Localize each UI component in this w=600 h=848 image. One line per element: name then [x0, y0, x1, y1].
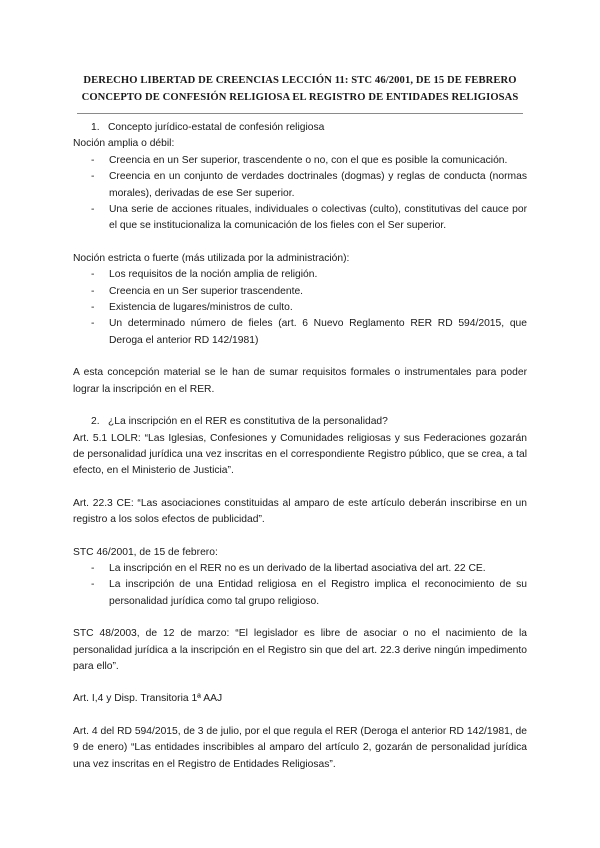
broad-item [73, 202, 527, 235]
dash-bullet: - [91, 204, 95, 216]
strict-item-text: Un determinado número de fieles (art. 6 Nuevo Reglamento RER RD 594/2015, que Deroga el anterior RD 142/1981) [109, 318, 527, 346]
stc-46-item-text: La inscripción en el RER no es un derivado de la libertad asociativa del art. 22 CE. [109, 562, 486, 574]
strict-item [73, 284, 527, 300]
section-2-heading-text: ¿La inscripción en el RER es constitutiva de la personalidad? [108, 416, 388, 428]
section-1-heading [73, 120, 527, 136]
art-22-3-ce: Art. 22.3 CE: “Las asociaciones constituidas al amparo de este artículo deberán inscribirse en un registro a los solos efectos de publicidad”. [73, 497, 527, 526]
section-2-number: 2. [91, 416, 100, 428]
broad-item [73, 169, 527, 202]
art-5-1-lolr: Art. 5.1 LOLR: “Las Iglesias, Confesiones y Comunidades religiosas y sus Federaciones gozarán de personalidad jurídica una vez inscritas en el correspondiente Registro público, que se crea, a tal efecto, en el Ministerio de Justicia”. [73, 432, 527, 477]
section-1-conclusion: A esta concepción material se le han de sumar requisitos formales o instrumentales para poder lograr la inscripción en el RER. [73, 367, 527, 395]
strict-item [73, 316, 527, 349]
broad-item-text: Creencia en un conjunto de verdades doctrinales (dogmas) y reglas de conducta (normas morales), derivadas de ese Ser superior. [109, 171, 527, 199]
broad-item-text: Creencia en un Ser superior, trascendente o no, con el que es posible la comunicación. [109, 154, 508, 166]
stc-46-item [73, 577, 527, 610]
document-body [73, 120, 527, 773]
strict-item-text: Existencia de lugares/ministros de culto. [109, 302, 293, 314]
title-divider [77, 113, 523, 114]
dash-bullet: - [91, 269, 95, 281]
document-title [60, 72, 540, 106]
dash-bullet: - [91, 171, 95, 183]
dash-bullet: - [91, 302, 95, 314]
stc-46-item-text: La inscripción de una Entidad religiosa en el Registro implica el reconocimiento de su personalidad jurídica como tal grupo religioso. [109, 579, 527, 607]
art-i-4-aaj: Art. I,4 y Disp. Transitoria 1ª AAJ [73, 693, 223, 705]
dash-bullet: - [91, 318, 95, 330]
title-line-2: CONCEPTO DE CONFESIÓN RELIGIOSA EL REGISTRO DE ENTIDADES RELIGIOSAS [81, 92, 519, 103]
art-4-rd-594-2015: Art. 4 del RD 594/2015, de 3 de julio, por el que regula el RER (Deroga el anterior RD 142/1981, de 9 de enero) “Las entidades inscribibles al amparo del artículo 2, gozarán de personalidad jurídica una vez inscritas en el Registro de Entidades Religiosas”. [73, 725, 527, 770]
stc-46-2001-label: STC 46/2001, de 15 de febrero: [73, 546, 218, 558]
broad-item [73, 153, 527, 169]
dash-bullet: - [91, 285, 95, 297]
broad-notion-label: Noción amplia o débil: [73, 138, 175, 150]
strict-item-text: Creencia en un Ser superior trascendente. [109, 285, 304, 297]
dash-bullet: - [91, 154, 95, 166]
section-1-heading-text: Concepto jurídico-estatal de confesión religiosa [108, 122, 325, 133]
strict-notion-label: Noción estricta o fuerte (más utilizada por la administración): [73, 252, 350, 264]
strict-item [73, 267, 527, 283]
dash-bullet: - [91, 579, 95, 591]
title-line-1: DERECHO LIBERTAD DE CREENCIAS LECCIÓN 11: STC 46/2001, DE 15 DE FEBRERO [83, 75, 517, 86]
section-2-heading [73, 414, 527, 430]
dash-bullet: - [91, 562, 95, 574]
strict-item [73, 300, 527, 316]
section-1-number: 1. [91, 122, 100, 133]
strict-item-text: Los requisitos de la noción amplia de religión. [109, 269, 318, 281]
stc-46-item [73, 561, 527, 577]
broad-item-text: Una serie de acciones rituales, individuales o colectivas (culto), constitutivas del cauce por el que se institucionaliza la comunicación de los fieles con el Ser superior. [109, 204, 527, 232]
stc-48-2003: STC 48/2003, de 12 de marzo: “El legislador es libre de asociar o no el nacimiento de la personalidad jurídica a la inscripción en el Registro sin que del art. 22.3 derive ningún impedimento para ello”. [73, 628, 527, 672]
